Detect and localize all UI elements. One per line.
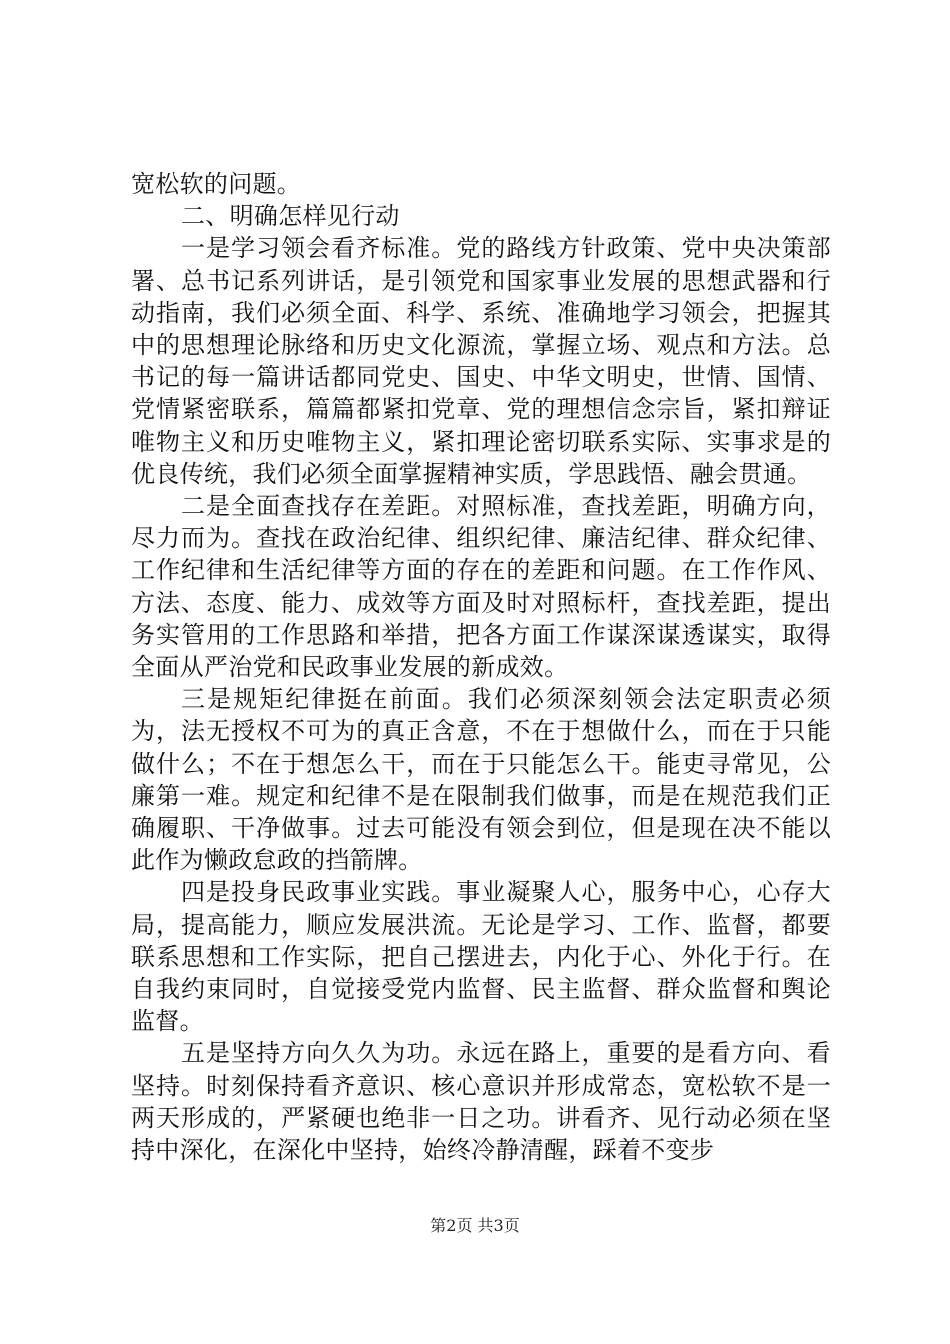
paragraph-rules-discipline: 三是规矩纪律挺在前面。我们必须深刻领会法定职责必须为，法无授权不可为的真正含意，不在于想做什么，而在于只能做什么；不在于想怎么干，而在于只能怎么干。能吏寻常见，公廉第一难。规定和纪律不是在限制我们做事，而是在规范我们正确履职、干净做事。过去可能没有领会到位，但是现在决不能以此作为懒政怠政的挡箭牌。 — [131, 685, 831, 875]
section-heading: 二、明确怎样见行动 — [181, 202, 400, 231]
paragraph-find-gaps: 二是全面查找存在差距。对照标准，查找差距，明确方向，尽力而为。查找在政治纪律、组织纪律、廉洁纪律、群众纪律、工作纪律和生活纪律等方面的存在的差距和问题。在工作作风、方法、态度、能力、成效等方面及时对照标杆，查找差距，提出务实管用的工作思路和举措，把各方面工作谋深谋透谋实，取得全面从严治党和民政事业发展的新成效。 — [131, 492, 831, 682]
document-body — [131, 168, 831, 1166]
paragraph-persist-direction: 五是坚持方向久久为功。永远在路上，重要的是看方向、看坚持。时刻保持看齐意识、核心意识并形成常态，宽松软不是一两天形成的，严紧硬也绝非一日之功。讲看齐、见行动必须在坚持中深化，在深化中坚持，始终冷静清醒，踩着不变步 — [131, 1039, 831, 1165]
page-number-footer: 第2页 共3页 — [430, 1216, 520, 1235]
paragraph-practice: 四是投身民政事业实践。事业凝聚人心，服务中心，心存大局，提高能力，顺应发展洪流。无论是学习、工作、监督，都要联系思想和工作实际，把自己摆进去，内化于心、外化于行。在自我约束同时，自觉接受党内监督、民主监督、群众监督和舆论监督。 — [131, 878, 831, 1036]
paragraph-study-standards: 一是学习领会看齐标准。党的路线方针政策、党中央决策部署、总书记系列讲话，是引领党和国家事业发展的思想武器和行动指南，我们必须全面、科学、系统、准确地学习领会，把握其中的思想理论脉络和历史文化源流，掌握立场、观点和方法。总书记的每一篇讲话都同党史、国史、中华文明史，世情、国情、党情紧密联系，篇篇都紧扣党章、党的理想信念宗旨，紧扣辩证唯物主义和历史唯物主义，紧扣理论密切联系实际、实事求是的优良传统，我们必须全面掌握精神实质，学思践悟、融会贯通。 — [131, 234, 831, 488]
paragraph-continuation: 宽松软的问题。 — [131, 170, 302, 198]
